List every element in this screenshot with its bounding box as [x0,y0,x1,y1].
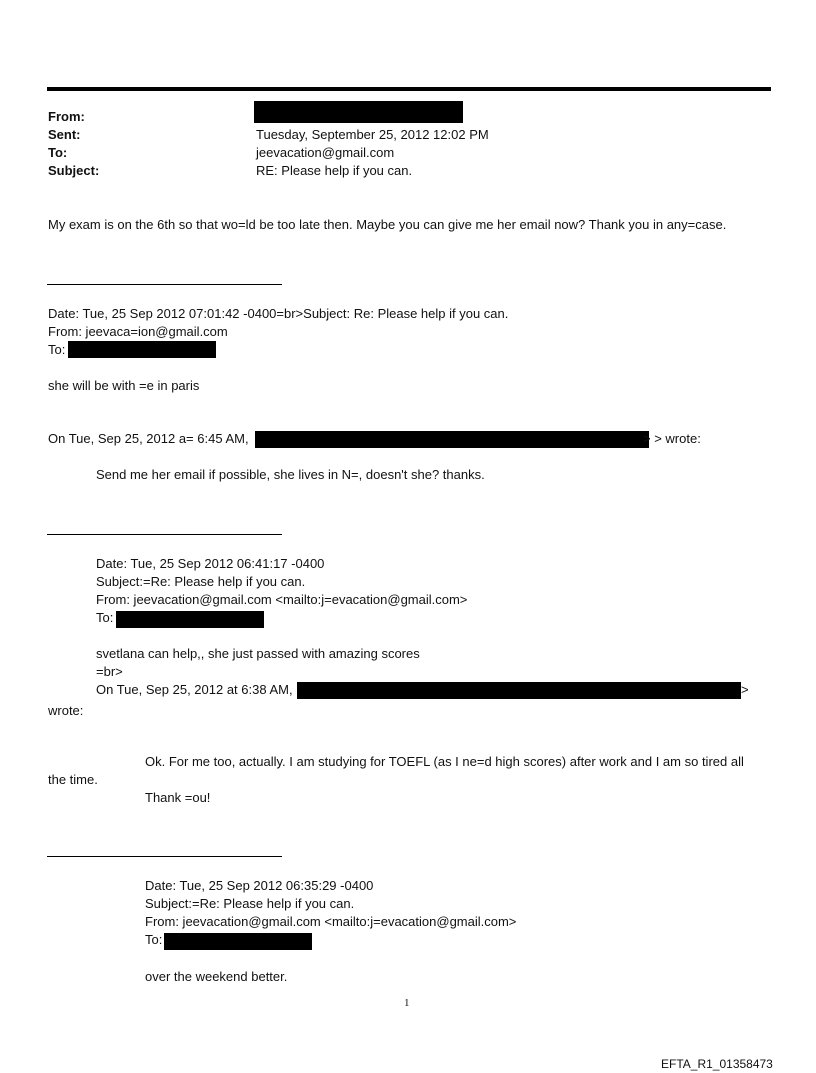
footer-id: EFTA_R1_01358473 [661,1057,773,1071]
msg2-br: =br> [96,664,123,679]
msg2-text: svetlana can help,, she just passed with amazing scores [96,646,420,661]
msg2-from: From: jeevacation@gmail.com <mailto:j=evacation@gmail.com> [96,592,468,607]
msg3-from: From: jeevacation@gmail.com <mailto:j=evacation@gmail.com> [145,914,517,929]
msg1-to-label: To: [48,342,66,357]
redaction-msg2-to [116,611,264,628]
msg1-quote-pre: On Tue, Sep 25, 2012 a= 6:45 AM, [48,431,249,446]
msg1-from: From: jeevaca=ion@gmail.com [48,324,228,339]
msg1-quoted: Send me her email if possible, she lives in N=, doesn't she? thanks. [96,467,485,482]
msg2-wrote: wrote: [48,703,84,718]
to-label: To: [48,145,68,160]
msg2-quote-post: > [741,682,749,697]
msg2-quoted-line1: Ok. For me too, actually. I am studying for TOEFL (as I ne=d high scores) after work and I am so tired all [145,754,744,769]
redaction-msg3-to [164,933,312,950]
redaction-msg2-quote [297,682,741,699]
msg1-text: she will be with =e in paris [48,378,200,393]
separator-2 [47,534,282,535]
redaction-msg1-quote [255,431,649,448]
msg3-to-label: To: [145,932,163,947]
msg2-date: Date: Tue, 25 Sep 2012 06:41:17 -0400 [96,556,325,571]
subject-label: Subject: [48,163,100,178]
from-label: From: [48,109,85,124]
msg2-quoted-line2: the time. [48,772,98,787]
msg1-date: Date: Tue, 25 Sep 2012 07:01:42 -0400=br>Subject: Re: Please help if you can. [48,306,509,321]
msg2-to-label: To: [96,610,114,625]
body-line: My exam is on the 6th so that wo=ld be too late then. Maybe you can give me her email now? Thank you in any=case. [48,217,727,232]
msg1-quote-post: > > wrote: [643,431,701,446]
redaction-msg1-to [68,341,216,358]
msg3-text: over the weekend better. [145,969,288,984]
sent-value: Tuesday, September 25, 2012 12:02 PM [256,127,489,142]
sent-label: Sent: [48,127,81,142]
subject-value: RE: Please help if you can. [256,163,413,178]
separator-3 [47,856,282,857]
msg2-quoted-line3: Thank =ou! [145,790,211,805]
separator-1 [47,284,282,285]
msg3-subject: Subject:=Re: Please help if you can. [145,896,355,911]
redaction-from [254,101,463,123]
msg2-subject: Subject:=Re: Please help if you can. [96,574,306,589]
msg2-quote-pre: On Tue, Sep 25, 2012 at 6:38 AM, [96,682,293,697]
to-value: jeevacation@gmail.com [256,145,395,160]
msg3-date: Date: Tue, 25 Sep 2012 06:35:29 -0400 [145,878,374,893]
page-number: 1 [404,997,410,1009]
header-rule [47,87,771,91]
